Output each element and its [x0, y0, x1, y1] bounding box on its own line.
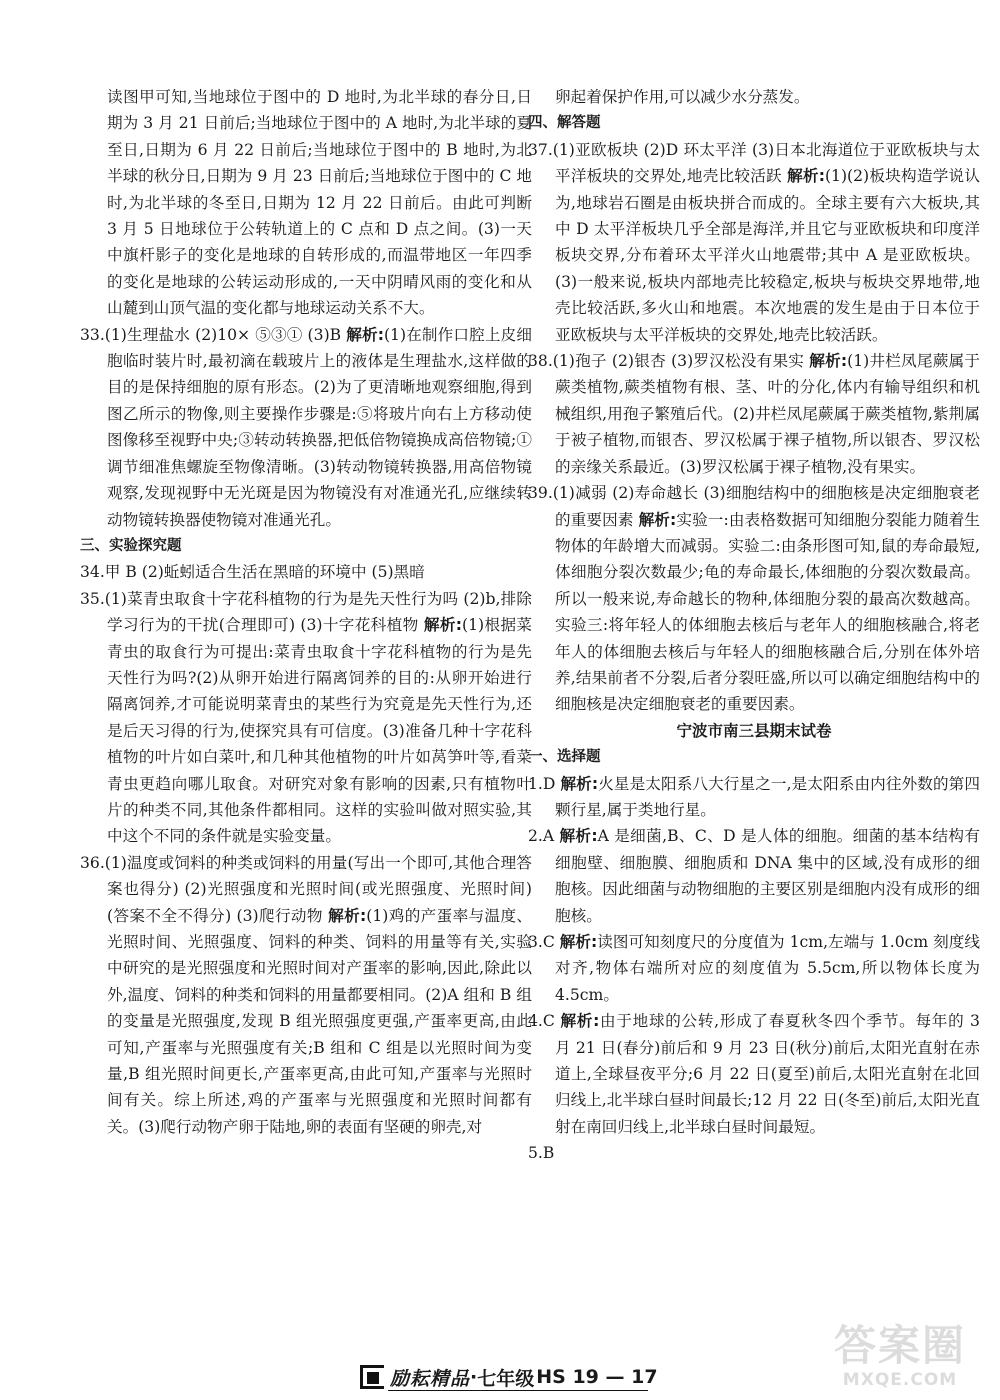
analysis-text: 由于地球的公转,形成了春夏秋冬四个季节。每年的 3 月 21 日(春分)前后和 9 月 23 日(秋分)前后,太阳光直射在赤道上,全球昼夜平分;6 月 22 日(夏至)前后,太阳光直射在北回归线上,北半球白昼时间最长;12 月 22 日(冬至)前后,太阳光直射在南回归线上,北半球白昼时间最短。	[555, 1012, 980, 1136]
analysis-label: 解析:	[559, 827, 598, 846]
answer-text: 四、解答题	[528, 115, 601, 132]
exam-title	[528, 718, 980, 744]
answer-text: 4.C	[528, 1012, 561, 1031]
analysis-text: 实验一:由表格数据可知细胞分裂能力随着生物体的年龄增大而减弱。实验二:由条形图可知,鼠的寿命最短,体细胞分裂次数最少;龟的寿命最长,体细胞的分裂次数最高。所以一般来说,寿命越长的物种,体细胞分裂的最高次数越高。实验三:将年轻人的体细胞去核后与老年人的细胞核融合,将老年人的体细胞去核后与年轻人的细胞核融合后,分别在体外培养,结果前者不分裂,后者分裂旺盛,所以可以确定细胞结构中的细胞核是决定细胞衰老的重要因素。	[555, 510, 980, 714]
analysis-label: 解析:	[560, 774, 599, 793]
analysis-label: 解析:	[346, 325, 384, 344]
answer-paragraph	[528, 929, 980, 1008]
analysis-text: A 是细菌,B、C、D 是人体的细胞。细菌的基本结构有细胞壁、细胞膜、细胞质和 DNA 集中的区域,没有成形的细胞核。因此细菌与动物细胞的主要区别是细胞内没有成形的细胞核。	[555, 827, 980, 925]
answer-text: 宁波市南三县期末试卷	[676, 721, 832, 740]
analysis-text: 火星是太阳系八大行星之一,是太阳系由内往外数的第四颗行星,属于类地行星。	[555, 774, 980, 819]
watermark-url: MXQE.COM	[842, 1370, 958, 1390]
section-heading	[80, 533, 532, 559]
analysis-label: 解析:	[560, 1012, 600, 1031]
analysis-text: 读图可知刻度尺的分度值为 1cm,左端与 1.0cm 刻度线对齐,物体右端所对应的刻度值为 5.5cm,所以物体长度为 4.5cm。	[555, 933, 980, 1004]
answer-paragraph	[528, 771, 980, 824]
answer-text: 一、选择题	[528, 749, 601, 766]
answer-text: 5.B	[528, 1144, 555, 1163]
analysis-text: (1)在制作口腔上皮细胞临时装片时,最初滴在载玻片上的液体是生理盐水,这样做的目的是保持细胞的原有形态。(2)为了更清晰地观察细胞,得到图乙所示的物像,则主要操作步骤是:⑤将玻片向右上方移动使图像移至视野中央;③转动转换器,把低倍物镜换成高倍物镜;①调节细准焦螺旋至物像清晰。(3)转动物镜转换器,用高倍物镜观察,发现视野中无光斑是因为物镜没有对准通光孔,应继续转动物镜转换器使物镜对准通光孔。	[107, 325, 532, 529]
answer-paragraph	[80, 84, 532, 322]
footer-grade: 七年级	[477, 1367, 535, 1390]
answer-text: 35.(1)菜青虫取食十字花科植物的行为是先天性行为吗 (2)b,排除学习行为的干扰(合理即可) (3)十字花科植物	[80, 589, 532, 635]
answer-paragraph	[528, 1008, 980, 1140]
analysis-label: 解析:	[328, 906, 367, 925]
analysis-label: 解析:	[787, 167, 825, 186]
answer-text: 三、实验探究题	[80, 537, 182, 554]
analysis-label: 解析:	[638, 510, 677, 529]
analysis-text: (1)(2)板块构造学说认为,地球岩石圈是由板块拼合而成的。全球主要有六大板块,其中 D 太平洋板块几乎全部是海洋,并且它与亚欧板块和印度洋板块交界,分布着环太平洋火山地震带;其中 A 是亚欧板块。(3)一般来说,板块内部地壳比较稳定,板块与板块交界地带,地壳比较活跃,多火山和地震。本次地震的发生是由于日本位于亚欧板块与太平洋板块的交界处,地壳比较活跃。	[555, 167, 980, 344]
answer-paragraph	[80, 559, 532, 585]
answer-text: 2.A	[528, 827, 560, 846]
brand-logo-icon	[360, 1365, 384, 1389]
right-column	[528, 84, 980, 1167]
left-column	[80, 84, 532, 1140]
answer-paragraph	[528, 137, 980, 348]
answer-text: 36.(1)温度或饲料的种类或饲料的用量(写出一个即可,其他合理答案也得分) (2)光照强度和光照时间(或光照强度、光照时间)(答案不全不得分) (3)爬行动物	[80, 853, 532, 925]
answer-paragraph	[80, 322, 532, 533]
answer-paragraph	[528, 84, 980, 110]
answer-paragraph	[528, 823, 980, 929]
answer-text: 39.(1)减弱 (2)寿命越长 (3)细胞结构中的细胞核是决定细胞衰老的重要因素	[528, 484, 980, 529]
analysis-label: 解析:	[559, 933, 598, 951]
analysis-label: 解析:	[809, 352, 848, 371]
section-heading	[528, 744, 980, 770]
analysis-label: 解析:	[423, 616, 463, 635]
page-footer	[360, 1362, 658, 1392]
footer-rule	[388, 1390, 648, 1391]
answer-text: 33.(1)生理盐水 (2)10× ⑤③① (3)B	[80, 325, 347, 344]
watermark-logo-text: 答案圈	[833, 1321, 966, 1370]
footer-brand: 励耘精品	[390, 1367, 471, 1390]
answer-paragraph	[528, 480, 980, 718]
answer-text: 3.C	[528, 933, 560, 951]
answer-text: 34.甲 B (2)蚯蚓适合生活在黑暗的环境中 (5)黑暗	[80, 563, 425, 582]
answer-paragraph	[80, 850, 532, 1140]
answer-text: 读图甲可知,当地球位于图中的 D 地时,为北半球的春分日,日期为 3 月 21 日前后;当地球位于图中的 A 地时,为北半球的夏至日,日期为 6 月 22 日前后;当地球位于图中的 B 地时,为北半球的秋分日,日期为 9 月 23 日前后;当地球位于图中的 C 地时,为北半球的冬至日,日期为 12 月 22 日前后。由此可判断 3 月 5 日地球位于公转轨道上的 C 点和 D 点之间。(3)一天中旗杆影子的变化是地球的自转形成的,而温带地区一年四季的变化是地球的公转运动形成的,一天中阴晴风雨的变化和从山麓到山顶气温的变化都与地球运动关系不大。	[107, 88, 532, 318]
answer-text: 卵起着保护作用,可以减少水分蒸发。	[555, 88, 810, 106]
answer-paragraph	[528, 348, 980, 480]
answer-text: 38.(1)孢子 (2)银杏 (3)罗汉松没有果实	[528, 352, 810, 371]
answer-text: 1.D	[528, 774, 561, 793]
site-watermark	[820, 1322, 980, 1392]
footer-separator: ·	[470, 1366, 478, 1388]
footer-page-code: HS 19 — 17	[536, 1366, 658, 1388]
analysis-text: (1)鸡的产蛋率与温度、光照时间、光照强度、饲料的种类、饲料的用量等有关,实验中研究的是光照强度和光照时间对产蛋率的影响,因此,除此以外,温度、饲料的种类和饲料的用量都要相同。(2)A 组和 B 组的变量是光照强度,发现 B 组光照强度更强,产蛋率更高,由此可知,产蛋率与光照强度有关;B 组和 C 组是以光照时间为变量,B 组光照时间更长,产蛋率更高,由此可知,产蛋率与光照时间有关。综上所述,鸡的产蛋率与光照强度和光照时间都有关。(3)爬行动物产卵于陆地,卵的表面有坚硬的卵壳,对	[107, 906, 532, 1136]
section-heading	[528, 110, 980, 136]
analysis-text: (1)根据菜青虫的取食行为可提出:菜青虫取食十字花科植物的行为是先天性行为吗?(2)从卵开始进行隔离饲养的目的:从卵开始进行隔离饲养,才可能说明菜青虫的某些行为究竟是先天性行为,还是后天习得的行为,使探究具有可信度。(3)准备几种十字花科植物的叶片如白菜叶,和几种其他植物的叶片如莴笋叶等,看菜青虫更趋向哪儿取食。对研究对象有影响的因素,只有植物叶片的种类不同,其他条件都相同。这样的实验叫做对照实验,其中这个不同的条件就是实验变量。	[107, 616, 532, 846]
answer-paragraph	[528, 1140, 980, 1166]
answer-paragraph	[80, 586, 532, 850]
analysis-text: (1)井栏凤尾蕨属于蕨类植物,蕨类植物有根、茎、叶的分化,体内有输导组织和机械组织,用孢子繁殖后代。(2)井栏凤尾蕨属于蕨类植物,紫荆属于被子植物,而银杏、罗汉松属于裸子植物,所以银杏、罗汉松的亲缘关系最近。(3)罗汉松属于裸子植物,没有果实。	[555, 352, 980, 476]
answer-text: 37.(1)亚欧板块 (2)D 环太平洋 (3)日本北海道位于亚欧板块与太平洋板块的交界处,地壳比较活跃	[528, 140, 980, 186]
